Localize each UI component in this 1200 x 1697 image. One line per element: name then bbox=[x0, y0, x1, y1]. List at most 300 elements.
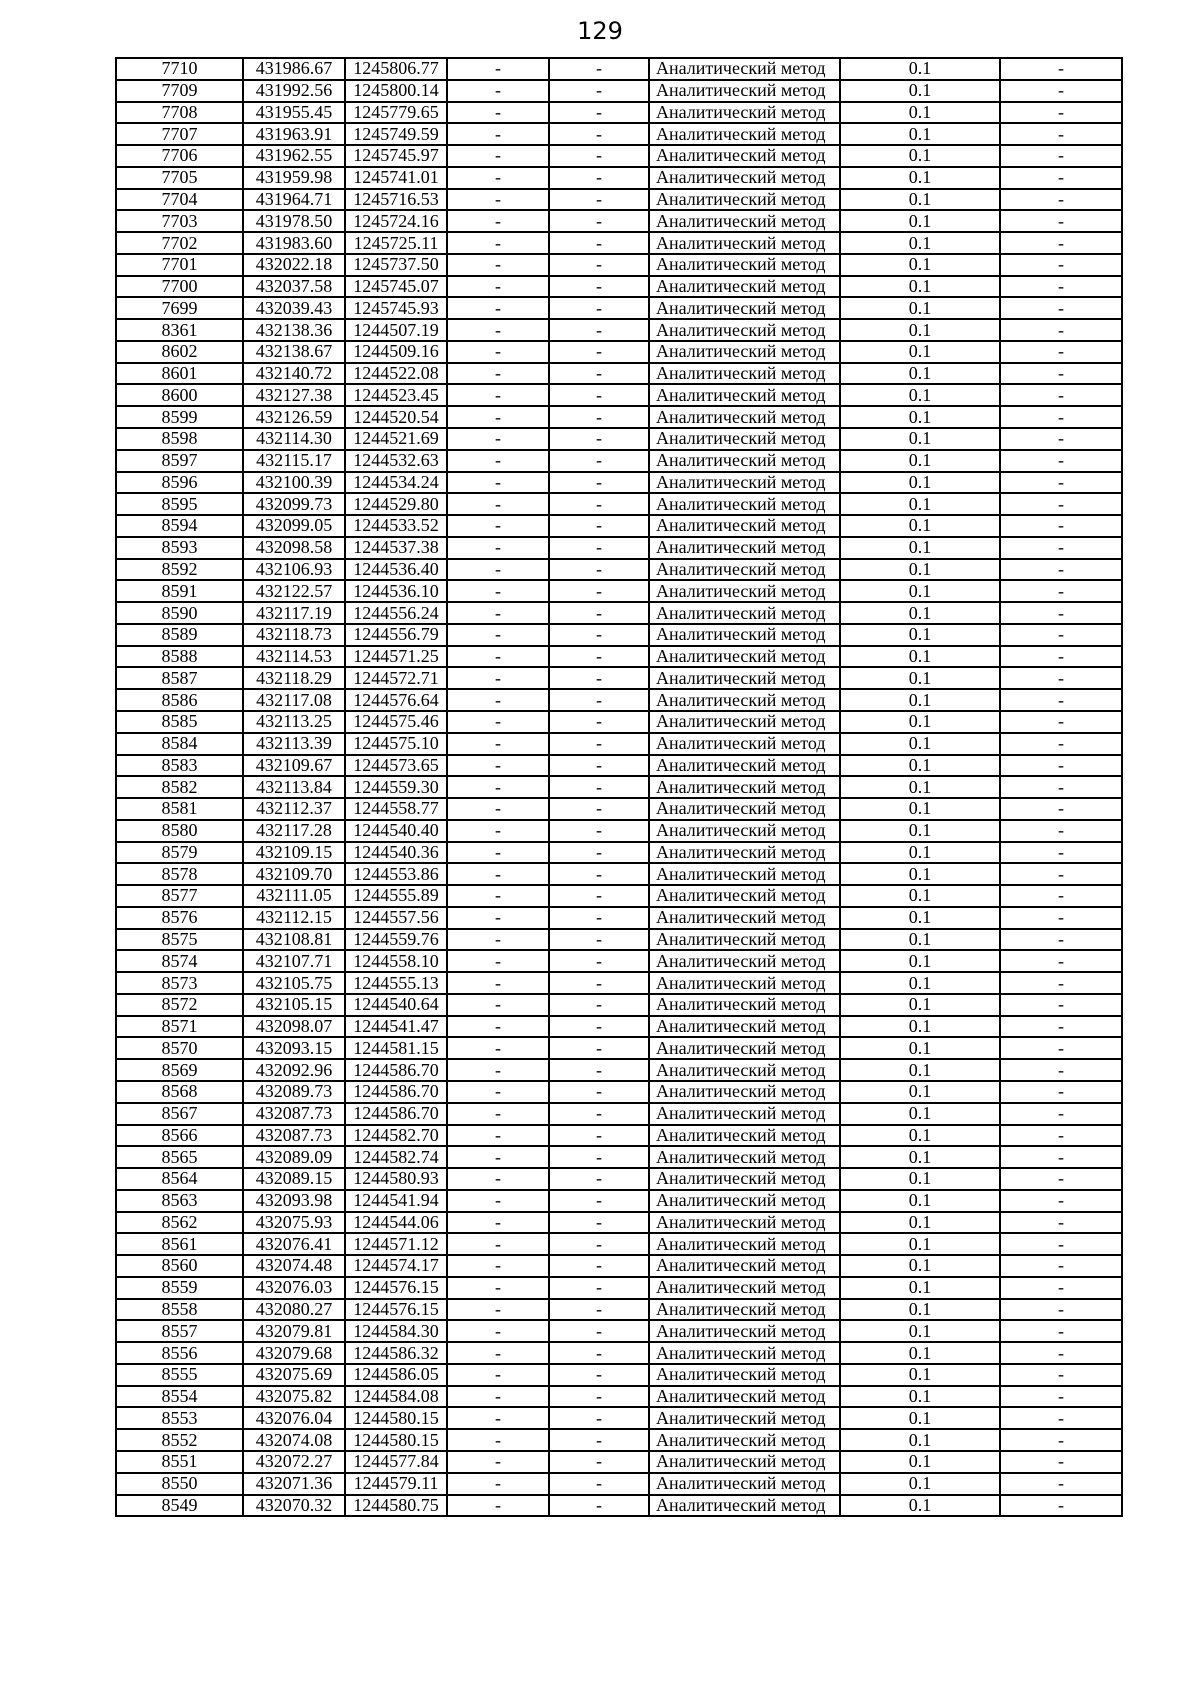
x-coordinate-cell: 432112.37 bbox=[243, 798, 345, 820]
accuracy-cell: 0.1 bbox=[840, 1386, 1000, 1408]
point-number-cell: 8591 bbox=[116, 580, 243, 602]
y-coordinate-cell: 1244556.79 bbox=[345, 624, 447, 646]
col8-cell: - bbox=[1000, 167, 1122, 189]
y-coordinate-cell: 1245749.59 bbox=[345, 123, 447, 145]
y-coordinate-cell: 1244520.54 bbox=[345, 406, 447, 428]
col8-cell: - bbox=[1000, 450, 1122, 472]
y-coordinate-cell: 1244537.38 bbox=[345, 537, 447, 559]
point-number-cell: 8583 bbox=[116, 755, 243, 777]
point-number-cell: 8600 bbox=[116, 384, 243, 406]
accuracy-cell: 0.1 bbox=[840, 929, 1000, 951]
x-coordinate-cell: 432112.15 bbox=[243, 907, 345, 929]
col5-cell: - bbox=[549, 232, 649, 254]
col8-cell: - bbox=[1000, 428, 1122, 450]
y-coordinate-cell: 1245745.07 bbox=[345, 276, 447, 298]
x-coordinate-cell: 432070.32 bbox=[243, 1495, 345, 1517]
x-coordinate-cell: 432087.73 bbox=[243, 1125, 345, 1147]
y-coordinate-cell: 1244582.74 bbox=[345, 1146, 447, 1168]
point-number-cell: 8580 bbox=[116, 820, 243, 842]
method-cell: Аналитический метод bbox=[649, 1429, 840, 1451]
col4-cell: - bbox=[447, 755, 549, 777]
accuracy-cell: 0.1 bbox=[840, 733, 1000, 755]
col5-cell: - bbox=[549, 580, 649, 602]
y-coordinate-cell: 1244521.69 bbox=[345, 428, 447, 450]
table-row bbox=[116, 667, 1122, 689]
col8-cell: - bbox=[1000, 319, 1122, 341]
x-coordinate-cell: 432138.36 bbox=[243, 319, 345, 341]
accuracy-cell: 0.1 bbox=[840, 1168, 1000, 1190]
table-row bbox=[116, 145, 1122, 167]
y-coordinate-cell: 1244557.56 bbox=[345, 907, 447, 929]
col8-cell: - bbox=[1000, 1212, 1122, 1234]
col8-cell: - bbox=[1000, 776, 1122, 798]
x-coordinate-cell: 432093.98 bbox=[243, 1190, 345, 1212]
x-coordinate-cell: 432113.39 bbox=[243, 733, 345, 755]
y-coordinate-cell: 1244586.70 bbox=[345, 1103, 447, 1125]
col5-cell: - bbox=[549, 1125, 649, 1147]
point-number-cell: 8576 bbox=[116, 907, 243, 929]
accuracy-cell: 0.1 bbox=[840, 276, 1000, 298]
col4-cell: - bbox=[447, 363, 549, 385]
col5-cell: - bbox=[549, 646, 649, 668]
accuracy-cell: 0.1 bbox=[840, 1146, 1000, 1168]
col8-cell: - bbox=[1000, 189, 1122, 211]
col5-cell: - bbox=[549, 667, 649, 689]
col5-cell: - bbox=[549, 210, 649, 232]
y-coordinate-cell: 1244576.15 bbox=[345, 1299, 447, 1321]
table-row bbox=[116, 994, 1122, 1016]
accuracy-cell: 0.1 bbox=[840, 602, 1000, 624]
table-row bbox=[116, 1255, 1122, 1277]
method-cell: Аналитический метод bbox=[649, 1016, 840, 1038]
page-number: 129 bbox=[577, 17, 623, 45]
x-coordinate-cell: 432089.73 bbox=[243, 1081, 345, 1103]
method-cell: Аналитический метод bbox=[649, 472, 840, 494]
x-coordinate-cell: 432079.81 bbox=[243, 1320, 345, 1342]
accuracy-cell: 0.1 bbox=[840, 842, 1000, 864]
x-coordinate-cell: 432022.18 bbox=[243, 254, 345, 276]
col5-cell: - bbox=[549, 472, 649, 494]
col5-cell: - bbox=[549, 493, 649, 515]
col4-cell: - bbox=[447, 624, 549, 646]
x-coordinate-cell: 432074.08 bbox=[243, 1429, 345, 1451]
col4-cell: - bbox=[447, 559, 549, 581]
y-coordinate-cell: 1245716.53 bbox=[345, 189, 447, 211]
table-row bbox=[116, 1168, 1122, 1190]
y-coordinate-cell: 1244544.06 bbox=[345, 1212, 447, 1234]
method-cell: Аналитический метод bbox=[649, 210, 840, 232]
point-number-cell: 8598 bbox=[116, 428, 243, 450]
x-coordinate-cell: 432114.53 bbox=[243, 646, 345, 668]
point-number-cell: 8599 bbox=[116, 406, 243, 428]
accuracy-cell: 0.1 bbox=[840, 232, 1000, 254]
y-coordinate-cell: 1244580.15 bbox=[345, 1429, 447, 1451]
accuracy-cell: 0.1 bbox=[840, 994, 1000, 1016]
x-coordinate-cell: 431964.71 bbox=[243, 189, 345, 211]
x-coordinate-cell: 432109.67 bbox=[243, 755, 345, 777]
col4-cell: - bbox=[447, 820, 549, 842]
point-number-cell: 8594 bbox=[116, 515, 243, 537]
point-number-cell: 8590 bbox=[116, 602, 243, 624]
col8-cell: - bbox=[1000, 276, 1122, 298]
col5-cell: - bbox=[549, 58, 649, 80]
y-coordinate-cell: 1244580.75 bbox=[345, 1495, 447, 1517]
col8-cell: - bbox=[1000, 297, 1122, 319]
accuracy-cell: 0.1 bbox=[840, 1277, 1000, 1299]
col4-cell: - bbox=[447, 1495, 549, 1517]
col5-cell: - bbox=[549, 341, 649, 363]
col8-cell: - bbox=[1000, 733, 1122, 755]
method-cell: Аналитический метод bbox=[649, 384, 840, 406]
col8-cell: - bbox=[1000, 1320, 1122, 1342]
point-number-cell: 8558 bbox=[116, 1299, 243, 1321]
table-row bbox=[116, 1146, 1122, 1168]
col5-cell: - bbox=[549, 254, 649, 276]
point-number-cell: 8549 bbox=[116, 1495, 243, 1517]
accuracy-cell: 0.1 bbox=[840, 428, 1000, 450]
method-cell: Аналитический метод bbox=[649, 1451, 840, 1473]
col4-cell: - bbox=[447, 319, 549, 341]
col8-cell: - bbox=[1000, 624, 1122, 646]
y-coordinate-cell: 1244586.32 bbox=[345, 1342, 447, 1364]
method-cell: Аналитический метод bbox=[649, 711, 840, 733]
table-row bbox=[116, 341, 1122, 363]
x-coordinate-cell: 432118.73 bbox=[243, 624, 345, 646]
col5-cell: - bbox=[549, 776, 649, 798]
accuracy-cell: 0.1 bbox=[840, 297, 1000, 319]
x-coordinate-cell: 431962.55 bbox=[243, 145, 345, 167]
table-row bbox=[116, 580, 1122, 602]
col5-cell: - bbox=[549, 1473, 649, 1495]
table-row bbox=[116, 189, 1122, 211]
col4-cell: - bbox=[447, 537, 549, 559]
col4-cell: - bbox=[447, 885, 549, 907]
col8-cell: - bbox=[1000, 602, 1122, 624]
y-coordinate-cell: 1244558.10 bbox=[345, 950, 447, 972]
col4-cell: - bbox=[447, 1212, 549, 1234]
col5-cell: - bbox=[549, 972, 649, 994]
accuracy-cell: 0.1 bbox=[840, 1495, 1000, 1517]
col8-cell: - bbox=[1000, 950, 1122, 972]
col4-cell: - bbox=[447, 189, 549, 211]
accuracy-cell: 0.1 bbox=[840, 450, 1000, 472]
table-row bbox=[116, 297, 1122, 319]
x-coordinate-cell: 432087.73 bbox=[243, 1103, 345, 1125]
x-coordinate-cell: 432076.04 bbox=[243, 1407, 345, 1429]
accuracy-cell: 0.1 bbox=[840, 907, 1000, 929]
x-coordinate-cell: 432122.57 bbox=[243, 580, 345, 602]
x-coordinate-cell: 432114.30 bbox=[243, 428, 345, 450]
col4-cell: - bbox=[447, 929, 549, 951]
col8-cell: - bbox=[1000, 863, 1122, 885]
col4-cell: - bbox=[447, 863, 549, 885]
col8-cell: - bbox=[1000, 232, 1122, 254]
table-row bbox=[116, 406, 1122, 428]
col4-cell: - bbox=[447, 1342, 549, 1364]
col5-cell: - bbox=[549, 1212, 649, 1234]
y-coordinate-cell: 1244572.71 bbox=[345, 667, 447, 689]
col5-cell: - bbox=[549, 1059, 649, 1081]
point-number-cell: 8564 bbox=[116, 1168, 243, 1190]
col4-cell: - bbox=[447, 1473, 549, 1495]
y-coordinate-cell: 1244522.08 bbox=[345, 363, 447, 385]
x-coordinate-cell: 432127.38 bbox=[243, 384, 345, 406]
table-row bbox=[116, 820, 1122, 842]
table-row bbox=[116, 472, 1122, 494]
method-cell: Аналитический метод bbox=[649, 537, 840, 559]
point-number-cell: 8572 bbox=[116, 994, 243, 1016]
col5-cell: - bbox=[549, 994, 649, 1016]
point-number-cell: 7708 bbox=[116, 102, 243, 124]
col8-cell: - bbox=[1000, 820, 1122, 842]
method-cell: Аналитический метод bbox=[649, 667, 840, 689]
col5-cell: - bbox=[549, 559, 649, 581]
table-row bbox=[116, 1277, 1122, 1299]
accuracy-cell: 0.1 bbox=[840, 1473, 1000, 1495]
accuracy-cell: 0.1 bbox=[840, 885, 1000, 907]
method-cell: Аналитический метод bbox=[649, 972, 840, 994]
table-row bbox=[116, 907, 1122, 929]
col5-cell: - bbox=[549, 537, 649, 559]
point-number-cell: 7700 bbox=[116, 276, 243, 298]
table-row bbox=[116, 1059, 1122, 1081]
col8-cell: - bbox=[1000, 798, 1122, 820]
x-coordinate-cell: 432117.28 bbox=[243, 820, 345, 842]
accuracy-cell: 0.1 bbox=[840, 472, 1000, 494]
col4-cell: - bbox=[447, 1277, 549, 1299]
method-cell: Аналитический метод bbox=[649, 123, 840, 145]
method-cell: Аналитический метод bbox=[649, 319, 840, 341]
y-coordinate-cell: 1245806.77 bbox=[345, 58, 447, 80]
method-cell: Аналитический метод bbox=[649, 624, 840, 646]
x-coordinate-cell: 432072.27 bbox=[243, 1451, 345, 1473]
x-coordinate-cell: 432108.81 bbox=[243, 929, 345, 951]
x-coordinate-cell: 432105.15 bbox=[243, 994, 345, 1016]
table-row bbox=[116, 559, 1122, 581]
y-coordinate-cell: 1244586.70 bbox=[345, 1059, 447, 1081]
col4-cell: - bbox=[447, 1299, 549, 1321]
col5-cell: - bbox=[549, 297, 649, 319]
table-row bbox=[116, 950, 1122, 972]
col8-cell: - bbox=[1000, 907, 1122, 929]
method-cell: Аналитический метод bbox=[649, 1037, 840, 1059]
table-row bbox=[116, 1103, 1122, 1125]
method-cell: Аналитический метод bbox=[649, 1277, 840, 1299]
point-number-cell: 7701 bbox=[116, 254, 243, 276]
col8-cell: - bbox=[1000, 1299, 1122, 1321]
y-coordinate-cell: 1244576.64 bbox=[345, 689, 447, 711]
col4-cell: - bbox=[447, 297, 549, 319]
accuracy-cell: 0.1 bbox=[840, 167, 1000, 189]
y-coordinate-cell: 1244575.10 bbox=[345, 733, 447, 755]
x-coordinate-cell: 432076.41 bbox=[243, 1233, 345, 1255]
point-number-cell: 8595 bbox=[116, 493, 243, 515]
method-cell: Аналитический метод bbox=[649, 297, 840, 319]
y-coordinate-cell: 1244575.46 bbox=[345, 711, 447, 733]
x-coordinate-cell: 432126.59 bbox=[243, 406, 345, 428]
col8-cell: - bbox=[1000, 515, 1122, 537]
table-row bbox=[116, 1342, 1122, 1364]
y-coordinate-cell: 1245724.16 bbox=[345, 210, 447, 232]
point-number-cell: 8584 bbox=[116, 733, 243, 755]
method-cell: Аналитический метод bbox=[649, 646, 840, 668]
y-coordinate-cell: 1245725.11 bbox=[345, 232, 447, 254]
col4-cell: - bbox=[447, 1168, 549, 1190]
col8-cell: - bbox=[1000, 1059, 1122, 1081]
col5-cell: - bbox=[549, 733, 649, 755]
table-row bbox=[116, 842, 1122, 864]
table-row bbox=[116, 711, 1122, 733]
col4-cell: - bbox=[447, 210, 549, 232]
method-cell: Аналитический метод bbox=[649, 58, 840, 80]
x-coordinate-cell: 431992.56 bbox=[243, 80, 345, 102]
col5-cell: - bbox=[549, 1299, 649, 1321]
col4-cell: - bbox=[447, 994, 549, 1016]
col4-cell: - bbox=[447, 1059, 549, 1081]
method-cell: Аналитический метод bbox=[649, 602, 840, 624]
col5-cell: - bbox=[549, 1081, 649, 1103]
col4-cell: - bbox=[447, 1386, 549, 1408]
accuracy-cell: 0.1 bbox=[840, 1059, 1000, 1081]
col8-cell: - bbox=[1000, 80, 1122, 102]
y-coordinate-cell: 1244571.25 bbox=[345, 646, 447, 668]
table-row bbox=[116, 863, 1122, 885]
x-coordinate-cell: 431983.60 bbox=[243, 232, 345, 254]
y-coordinate-cell: 1244559.30 bbox=[345, 776, 447, 798]
y-coordinate-cell: 1244553.86 bbox=[345, 863, 447, 885]
col5-cell: - bbox=[549, 1451, 649, 1473]
point-number-cell: 8573 bbox=[116, 972, 243, 994]
point-number-cell: 7705 bbox=[116, 167, 243, 189]
col5-cell: - bbox=[549, 1407, 649, 1429]
x-coordinate-cell: 432039.43 bbox=[243, 297, 345, 319]
col4-cell: - bbox=[447, 842, 549, 864]
col5-cell: - bbox=[549, 428, 649, 450]
col4-cell: - bbox=[447, 1081, 549, 1103]
col8-cell: - bbox=[1000, 537, 1122, 559]
accuracy-cell: 0.1 bbox=[840, 711, 1000, 733]
point-number-cell: 8565 bbox=[116, 1146, 243, 1168]
col4-cell: - bbox=[447, 1016, 549, 1038]
y-coordinate-cell: 1245741.01 bbox=[345, 167, 447, 189]
method-cell: Аналитический метод bbox=[649, 1103, 840, 1125]
col4-cell: - bbox=[447, 493, 549, 515]
accuracy-cell: 0.1 bbox=[840, 210, 1000, 232]
col4-cell: - bbox=[447, 232, 549, 254]
col5-cell: - bbox=[549, 1342, 649, 1364]
point-number-cell: 8578 bbox=[116, 863, 243, 885]
x-coordinate-cell: 432117.19 bbox=[243, 602, 345, 624]
y-coordinate-cell: 1244541.94 bbox=[345, 1190, 447, 1212]
col4-cell: - bbox=[447, 1037, 549, 1059]
x-coordinate-cell: 432075.93 bbox=[243, 1212, 345, 1234]
y-coordinate-cell: 1244555.13 bbox=[345, 972, 447, 994]
x-coordinate-cell: 432117.08 bbox=[243, 689, 345, 711]
col4-cell: - bbox=[447, 276, 549, 298]
table-row bbox=[116, 493, 1122, 515]
col8-cell: - bbox=[1000, 885, 1122, 907]
point-number-cell: 8601 bbox=[116, 363, 243, 385]
point-number-cell: 7699 bbox=[116, 297, 243, 319]
col8-cell: - bbox=[1000, 102, 1122, 124]
method-cell: Аналитический метод bbox=[649, 189, 840, 211]
table-row bbox=[116, 363, 1122, 385]
accuracy-cell: 0.1 bbox=[840, 58, 1000, 80]
col5-cell: - bbox=[549, 406, 649, 428]
y-coordinate-cell: 1244532.63 bbox=[345, 450, 447, 472]
accuracy-cell: 0.1 bbox=[840, 1364, 1000, 1386]
accuracy-cell: 0.1 bbox=[840, 776, 1000, 798]
method-cell: Аналитический метод bbox=[649, 798, 840, 820]
col8-cell: - bbox=[1000, 1277, 1122, 1299]
table-row bbox=[116, 515, 1122, 537]
col4-cell: - bbox=[447, 80, 549, 102]
x-coordinate-cell: 432037.58 bbox=[243, 276, 345, 298]
accuracy-cell: 0.1 bbox=[840, 1016, 1000, 1038]
col4-cell: - bbox=[447, 428, 549, 450]
point-number-cell: 8569 bbox=[116, 1059, 243, 1081]
method-cell: Аналитический метод bbox=[649, 863, 840, 885]
point-number-cell: 8550 bbox=[116, 1473, 243, 1495]
col4-cell: - bbox=[447, 1320, 549, 1342]
x-coordinate-cell: 432098.58 bbox=[243, 537, 345, 559]
accuracy-cell: 0.1 bbox=[840, 689, 1000, 711]
col5-cell: - bbox=[549, 319, 649, 341]
method-cell: Аналитический метод bbox=[649, 254, 840, 276]
table-row bbox=[116, 798, 1122, 820]
point-number-cell: 8561 bbox=[116, 1233, 243, 1255]
col4-cell: - bbox=[447, 1233, 549, 1255]
table-row bbox=[116, 1016, 1122, 1038]
x-coordinate-cell: 431986.67 bbox=[243, 58, 345, 80]
accuracy-cell: 0.1 bbox=[840, 1103, 1000, 1125]
x-coordinate-cell: 432113.25 bbox=[243, 711, 345, 733]
col4-cell: - bbox=[447, 1125, 549, 1147]
accuracy-cell: 0.1 bbox=[840, 384, 1000, 406]
y-coordinate-cell: 1244540.64 bbox=[345, 994, 447, 1016]
col5-cell: - bbox=[549, 602, 649, 624]
method-cell: Аналитический метод bbox=[649, 232, 840, 254]
table-row bbox=[116, 1364, 1122, 1386]
col5-cell: - bbox=[549, 189, 649, 211]
accuracy-cell: 0.1 bbox=[840, 319, 1000, 341]
method-cell: Аналитический метод bbox=[649, 1255, 840, 1277]
method-cell: Аналитический метод bbox=[649, 276, 840, 298]
method-cell: Аналитический метод bbox=[649, 907, 840, 929]
col8-cell: - bbox=[1000, 1495, 1122, 1517]
method-cell: Аналитический метод bbox=[649, 1473, 840, 1495]
col8-cell: - bbox=[1000, 1103, 1122, 1125]
x-coordinate-cell: 432071.36 bbox=[243, 1473, 345, 1495]
col5-cell: - bbox=[549, 624, 649, 646]
method-cell: Аналитический метод bbox=[649, 776, 840, 798]
col5-cell: - bbox=[549, 711, 649, 733]
x-coordinate-cell: 432075.69 bbox=[243, 1364, 345, 1386]
point-number-cell: 8562 bbox=[116, 1212, 243, 1234]
col5-cell: - bbox=[549, 145, 649, 167]
method-cell: Аналитический метод bbox=[649, 80, 840, 102]
col8-cell: - bbox=[1000, 1473, 1122, 1495]
x-coordinate-cell: 432107.71 bbox=[243, 950, 345, 972]
col4-cell: - bbox=[447, 907, 549, 929]
col4-cell: - bbox=[447, 58, 549, 80]
method-cell: Аналитический метод bbox=[649, 406, 840, 428]
table-row bbox=[116, 776, 1122, 798]
accuracy-cell: 0.1 bbox=[840, 1407, 1000, 1429]
col8-cell: - bbox=[1000, 1364, 1122, 1386]
method-cell: Аналитический метод bbox=[649, 363, 840, 385]
col8-cell: - bbox=[1000, 1081, 1122, 1103]
